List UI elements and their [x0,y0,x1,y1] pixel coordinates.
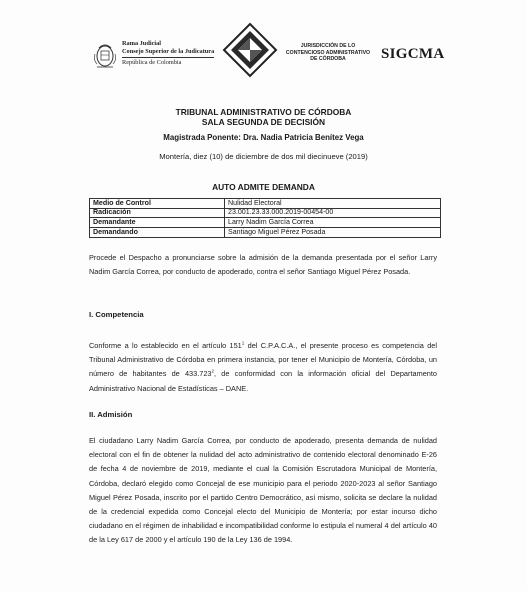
header-line-2: Consejo Superior de la Judicatura [122,48,215,55]
section-competencia-heading: I. Competencia [89,310,144,319]
header-line-1: Rama Judicial [122,40,162,47]
table-row [90,218,441,228]
header-line-3: República de Colombia [122,57,214,67]
section-admision-heading: II. Admisión [89,410,133,419]
competencia-text-3: , de conformidad con la información oficial del Departamento Administrativo Nacional de Estadísticas – DANE. [89,369,437,393]
radicacion-label: Radicación [90,208,225,218]
demandando-value: Santiago Miguel Pérez Posada [225,228,441,238]
court-name: TRIBUNAL ADMINISTRATIVO DE CÓRDOBA [175,107,352,117]
jurisdiccion-line-2: CONTENCIOSO ADMINISTRATIVO [285,49,371,56]
sala-name: SALA SEGUNDA DE DECISIÓN [201,117,326,127]
footnote-1-marker: 1 [241,340,245,346]
footnote-2-marker: 2 [211,368,215,374]
medio-control-value: Nulidad Electoral [225,199,441,209]
demandante-value: Larry Nadim García Correa [225,218,441,228]
jurisdiccion-line-3: DE CÓRDOBA [310,56,346,63]
jurisdiccion-line-1: JURISDICCIÓN DE LO [300,43,356,49]
jurisdiction-diamond-logo [222,22,278,78]
date-line: Montería, diez (10) de diciembre de dos mil diecinueve (2019) [159,152,368,161]
medio-control-label: Medio de Control [90,199,225,209]
rama-judicial-text [122,40,214,67]
competencia-text-2: del C.P.A.C.A., el presente proceso es competencia del Tribunal Administrativo de Córdoba en primera instancia, por tener el Municipio de Montería, Córdoba, un número de habitantes de 433.723 [89,341,437,379]
auto-title: AUTO ADMITE DEMANDA [212,182,315,192]
magistrada-ponente: Magistrada Ponente: Dra. Nadia Patricia Benítez Vega [163,133,364,142]
jurisdiccion-label [282,43,374,63]
intro-paragraph: Procede el Despacho a pronunciarse sobre la admisión de la demanda presentada por el señor Larry Nadim García Correa, por conducto de apoderado, contra el señor Santiago Miguel Pérez Posada. [89,253,437,277]
table-row [90,208,441,218]
case-info-table [89,198,441,238]
radicacion-value: 23.001.23.33.000.2019-00454-00 [225,208,441,218]
demandando-label: Demandando [90,228,225,238]
table-row [90,199,441,209]
table-row [90,228,441,238]
competencia-text-1: Conforme a lo establecido en el artículo 151 [89,341,242,350]
demandante-label: Demandante [90,218,225,228]
sigcma-label: SIGCMA [381,46,445,62]
competencia-paragraph [89,339,437,396]
admision-paragraph: El ciudadano Larry Nadim García Correa, por conducto de apoderado, presenta demanda de nulidad electoral con el fin de obtener la nulidad del acto administrativo de contenido electoral denominado E-26 de fecha 4 de noviembre de 2019, mediante el cual la Comisión Escrutadora Municipal de Montería, Córdoba, declaró elegido como Concejal de ese municipio para el periodo 2020-2023 al señor Santiago Miguel Pérez Posada, inscrito por el partido Centro Democrático, así mismo, solicita se declare la nulidad de la credencial expedida como Concejal electo del Municipio de Montería; por estar incurso dicho ciudadano en el régimen de inhabilidad e incompatibilidad conforme lo estipula el numeral 4 del artículo 40 de la Ley 617 de 2000 y el artículo 190 de la Ley 136 de 1994. [89,436,437,545]
colombia-coat-of-arms-icon [92,40,118,70]
rama-judicial-header [92,36,232,76]
